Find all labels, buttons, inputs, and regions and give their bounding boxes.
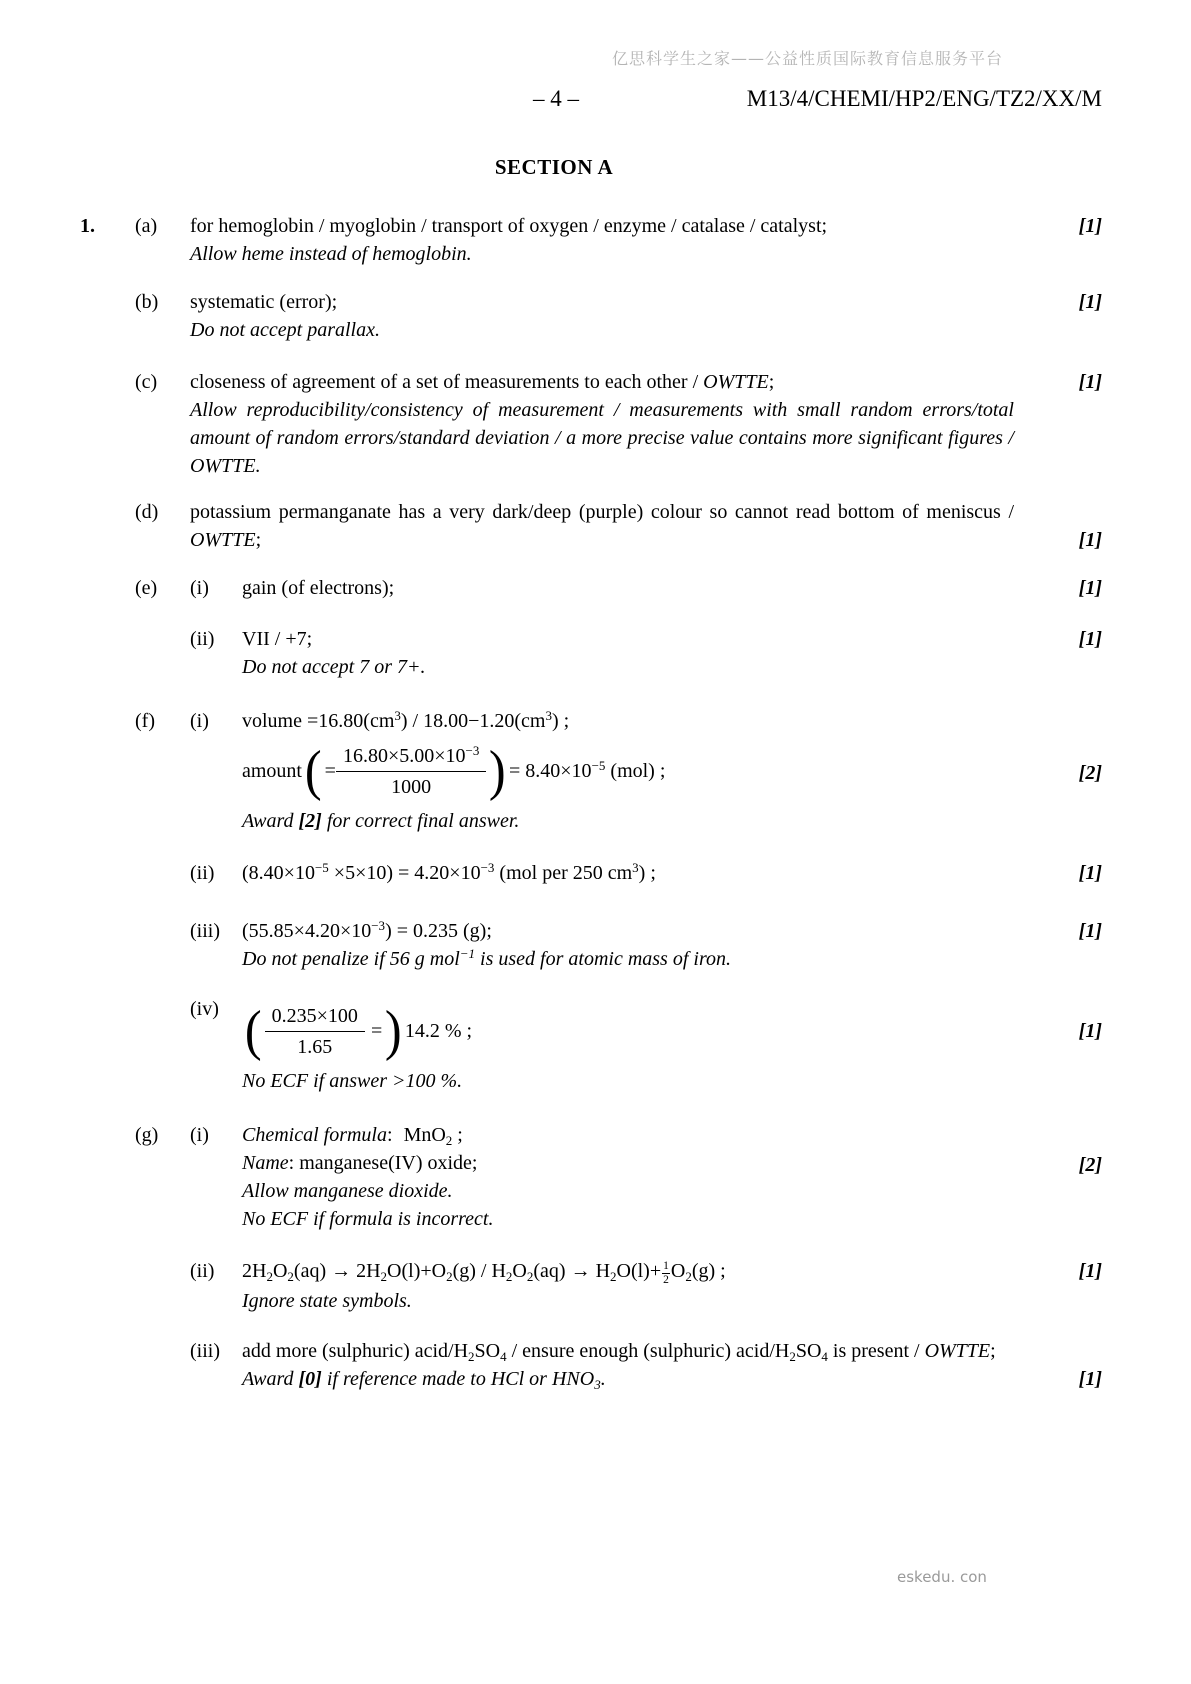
answer-text: VII / +7; (242, 628, 313, 650)
answer-text (242, 1337, 1014, 1365)
fraction-numerator (336, 743, 486, 772)
note-segment: if reference made to HCl or HNO (321, 1367, 595, 1390)
subpart-label-i: (i) (190, 577, 209, 599)
mark-value: [1] (1078, 291, 1102, 313)
field-label: Name (242, 1152, 289, 1174)
subpart-label-ii: (ii) (190, 628, 215, 650)
formula-segment: (aq) → H (533, 1260, 611, 1282)
note-segment: Do not penalize if 56 g mol (242, 948, 460, 970)
note-segment: for correct final answer. (321, 810, 520, 832)
marking-note: No ECF if answer >100 %. (242, 1070, 463, 1092)
subscript: 2 (380, 1269, 388, 1284)
owtte-label: OWTTE (703, 371, 769, 393)
note-segment: . (600, 1367, 606, 1390)
formula-segment: / ensure enough (sulphuric) acid/H (506, 1339, 790, 1362)
subscript: 3 (594, 1376, 601, 1392)
formula-segment: (8.40×10 (242, 862, 315, 884)
formula-segment: volume (242, 710, 307, 732)
formula-segment: : (387, 1124, 398, 1146)
paper-code: M13/4/CHEMI/HP2/ENG/TZ2/XX/M (746, 86, 1102, 111)
fraction (265, 1003, 365, 1060)
part-label-a: (a) (135, 215, 158, 237)
formula-segment: = (370, 1020, 383, 1042)
answer-content-fiv (242, 995, 1014, 1095)
open-paren: ( (244, 1000, 262, 1062)
subscript: 2 (789, 1348, 796, 1364)
close-paren: ) (489, 740, 507, 802)
fraction (336, 743, 486, 800)
formula-segment: (55.85×4.20×10 (242, 920, 372, 942)
formula-segment: is present / (827, 1339, 925, 1362)
note-segment: Award (242, 810, 299, 832)
owtte-label: OWTTE (190, 529, 256, 551)
superscript: −3 (371, 918, 386, 933)
volume-formula (242, 707, 1014, 735)
answer-content-gi (242, 1121, 1014, 1233)
marking-note (242, 945, 1014, 973)
note-segment: is used for atomic mass of iron. (475, 948, 731, 970)
superscript: −1 (459, 946, 476, 961)
marking-note: Allow heme instead of hemoglobin. (190, 243, 472, 265)
mark-value: [1] (1078, 577, 1102, 599)
fraction-denominator: 2 (663, 1274, 669, 1286)
superscript: −5 (314, 860, 329, 875)
formula-segment: (g) / H (452, 1260, 506, 1282)
mark-value: [1] (1078, 1367, 1102, 1390)
subpart-label-i: (i) (190, 710, 209, 732)
formula-segment: (mol per 250 cm (494, 862, 633, 884)
answer-block-1fii (80, 859, 1102, 887)
page-number: – 4 – (533, 86, 579, 111)
subscript: 2 (287, 1269, 294, 1284)
answer-text: for hemoglobin / myoglobin / transport of oxygen / enzyme / catalase / catalyst; (190, 215, 828, 237)
mark-value: [1] (1078, 1260, 1102, 1282)
mark-value: [1] (1078, 371, 1102, 393)
award-marks: [0] (298, 1367, 322, 1390)
answer-content-c (190, 368, 1014, 480)
subpart-label-i: (i) (190, 1124, 209, 1146)
note-segment: Award (242, 1367, 299, 1390)
marking-note: Do not accept 7 or 7+. (242, 656, 426, 678)
formula-segment: amount (242, 760, 302, 782)
answer-formula (242, 917, 1014, 945)
part-label-b: (b) (135, 291, 159, 313)
part-label-c: (c) (135, 371, 158, 393)
mark-value: [2] (1078, 762, 1102, 784)
award-marks: [2] (298, 810, 322, 832)
header-watermark-text: 亿思科学生之家——公益性质国际教育信息服务平台 (612, 49, 1004, 68)
formula-segment: ) ; (638, 862, 656, 884)
owtte-label: OWTTE (924, 1339, 991, 1362)
question-number: 1. (80, 215, 95, 237)
part-label-e: (e) (135, 577, 158, 599)
formula-segment: MnO (403, 1124, 446, 1146)
marking-note: Allow reproducibility/consistency of measurement / measurements with small random errors/total amount of random errors/standard deviation / a more precise value contains more significant figures / OWTTE. (190, 399, 1014, 477)
subscript: 2 (266, 1269, 273, 1284)
answer-block-1fi (80, 707, 1102, 835)
subpart-label-iii: (iii) (190, 1339, 220, 1362)
open-paren: ( (304, 740, 322, 802)
answer-block-1gi (80, 1121, 1102, 1233)
footer-watermark: eskedu. con (897, 1568, 987, 1586)
formula-segment: add more (sulphuric) acid/H (242, 1339, 469, 1362)
field-label: Chemical formula (242, 1124, 387, 1146)
amount-formula (242, 735, 1014, 807)
answer-content-gii (242, 1257, 1014, 1315)
formula-segment: SO (795, 1339, 822, 1362)
answer-text (190, 498, 1014, 554)
markscheme-body (80, 212, 1102, 1393)
marking-note (242, 1365, 1014, 1393)
formula-segment: O (670, 1260, 686, 1282)
answer-content-b (190, 288, 1014, 344)
mark-value: [1] (1078, 215, 1102, 237)
subscript: 2 (526, 1269, 534, 1284)
formula-segment: O(l)+ (616, 1260, 662, 1282)
answer-formula (242, 859, 1014, 887)
mark-value: [1] (1078, 862, 1102, 884)
formula-segment: O (512, 1260, 527, 1282)
answer-content-eii (242, 625, 1014, 681)
part-label-f: (f) (135, 710, 155, 732)
superscript: 3 (632, 860, 639, 875)
part-label-g: (g) (135, 1124, 159, 1146)
superscript: −5 (591, 758, 606, 773)
fraction-numerator: 1 (662, 1261, 670, 1275)
subscript: 2 (445, 1133, 453, 1148)
marking-note: Do not accept parallax. (190, 319, 380, 341)
name-line (242, 1149, 1014, 1177)
formula-segment: O (272, 1260, 288, 1282)
answer-block-1c (80, 368, 1102, 480)
formula-segment: −1.20(cm (468, 710, 546, 732)
formula-segment: 2H (242, 1260, 267, 1282)
formula-segment: ; (452, 1124, 463, 1146)
answer-text: gain (of electrons); (242, 577, 395, 599)
formula-segment: O(l)+O (387, 1260, 447, 1282)
answer-block-1d (80, 498, 1102, 554)
subpart-label-iii: (iii) (190, 920, 220, 942)
formula-segment: ) ; (551, 710, 570, 732)
subscript: 2 (610, 1269, 617, 1284)
answer-text: systematic (error); (190, 291, 338, 313)
formula-segment: = 8.40×10 (509, 760, 592, 782)
answer-block-1gii (80, 1257, 1102, 1315)
superscript: −3 (465, 742, 480, 758)
answer-content-ei (242, 574, 1014, 602)
formula-segment: ; (990, 1339, 996, 1362)
answer-content-fii (242, 859, 1014, 887)
answer-block-1fiii (80, 917, 1102, 973)
subscript: 4 (821, 1348, 828, 1364)
chemical-equation (242, 1257, 1014, 1287)
answer-segment: ; (768, 371, 775, 393)
answer-content-giii (242, 1337, 1014, 1393)
subscript: 4 (500, 1348, 507, 1364)
answer-content-fiii (242, 917, 1014, 973)
marking-note (242, 807, 1014, 835)
answer-block-1eii (80, 625, 1102, 681)
percent-formula (242, 995, 1014, 1067)
fraction-numerator: 0.235×100 (265, 1003, 365, 1032)
chemical-formula-line (242, 1121, 1014, 1149)
mark-value: [1] (1078, 628, 1102, 650)
formula-segment: ×5×10) = 4.20×10 (328, 862, 481, 884)
part-label-d: (d) (135, 501, 159, 523)
formula-segment: =16.80(cm (307, 710, 395, 732)
subscript: 2 (468, 1348, 475, 1364)
fraction-denominator: 1.65 (297, 1035, 333, 1058)
answer-text (190, 368, 1014, 396)
formula-segment: SO (474, 1339, 501, 1362)
superscript: 3 (394, 708, 401, 723)
answer-segment: potassium permanganate has a very dark/deep (purple) colour so cannot read bottom of meniscus / (190, 501, 1014, 523)
marking-note: Allow manganese dioxide. (242, 1180, 453, 1202)
answer-block-1fiv (80, 995, 1102, 1095)
answer-segment: : manganese(IV) oxide; (288, 1152, 478, 1174)
mark-value: [1] (1078, 529, 1102, 551)
mark-value: [1] (1078, 1020, 1102, 1042)
answer-block-1b (80, 288, 1102, 344)
formula-segment: 16.80×5.00×10 (342, 744, 466, 767)
close-paren: ) (385, 1000, 402, 1062)
formula-segment: ) / 18.00 (400, 710, 469, 732)
marking-note: No ECF if formula is incorrect. (242, 1208, 494, 1230)
subpart-label-ii: (ii) (190, 1260, 215, 1282)
formula-segment: (aq) → 2H (293, 1260, 381, 1282)
answer-block-1giii (80, 1337, 1102, 1393)
section-title: SECTION A (494, 155, 614, 179)
answer-block-1a (80, 212, 1102, 268)
mark-value: [2] (1078, 1154, 1102, 1176)
one-half-fraction (662, 1261, 670, 1287)
answer-block-1ei (80, 574, 1102, 602)
superscript: −3 (480, 860, 495, 875)
subscript: 2 (685, 1269, 692, 1284)
mark-value: [1] (1078, 920, 1102, 942)
subscript: 2 (446, 1269, 453, 1284)
formula-segment: = (324, 760, 336, 782)
answer-content-fi (242, 707, 1014, 835)
subpart-label-iv: (iv) (190, 998, 219, 1020)
answer-segment: ; (255, 529, 262, 551)
formula-result: 14.2 % ; (404, 1020, 473, 1042)
formula-segment: ) = 0.235 (g); (385, 920, 492, 942)
marking-note: Ignore state symbols. (242, 1289, 412, 1312)
superscript: 3 (545, 708, 552, 723)
fraction-denominator: 1000 (391, 775, 432, 798)
answer-content-d (190, 498, 1014, 554)
subpart-label-ii: (ii) (190, 862, 215, 884)
formula-result (509, 758, 665, 784)
answer-content-a (190, 212, 1014, 268)
formula-segment: (mol) ; (605, 760, 666, 782)
subscript: 2 (505, 1269, 513, 1284)
formula-segment: (g) ; (691, 1260, 726, 1282)
answer-segment: closeness of agreement of a set of measurements to each other / (190, 371, 704, 393)
